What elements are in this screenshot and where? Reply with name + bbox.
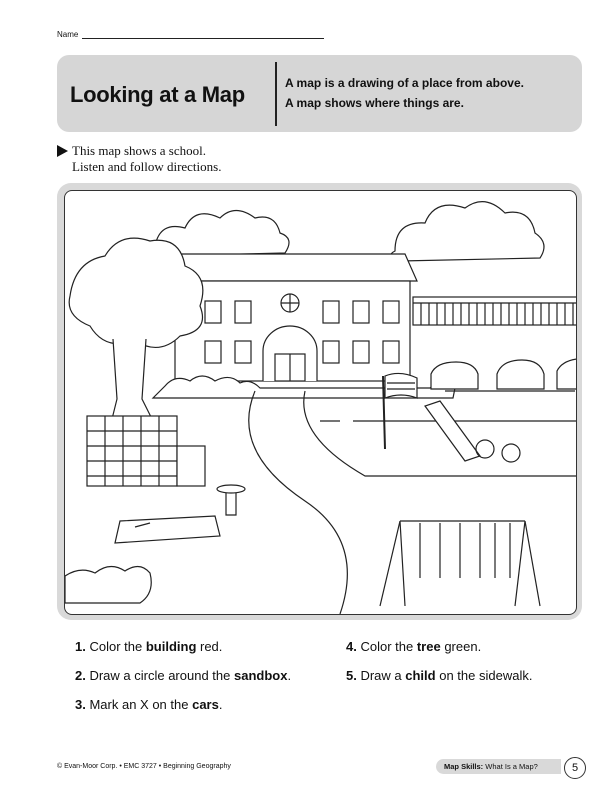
direction-keyword: building xyxy=(145,639,197,654)
direction-text: Color the xyxy=(360,639,417,654)
direction-text: Draw a circle around the xyxy=(89,668,234,683)
swing-set-icon xyxy=(380,521,540,606)
direction-keyword: cars xyxy=(192,697,219,712)
name-line[interactable] xyxy=(82,29,324,39)
flag-icon xyxy=(383,373,417,449)
direction-keyword: child xyxy=(405,668,436,683)
direction-5 xyxy=(346,668,532,683)
direction-number: 2. xyxy=(75,668,86,683)
direction-number: 3. xyxy=(75,697,86,712)
definition-line-1: A map is a drawing of a place from above. xyxy=(285,76,524,90)
footer-section-bold: Map Skills: xyxy=(444,762,484,771)
direction-text: on the sidewalk. xyxy=(435,668,533,683)
fence-icon xyxy=(413,297,576,325)
footer-copyright: © Evan-Moor Corp. • EMC 3727 • Beginning Geography xyxy=(57,763,231,770)
definition-line-2: A map shows where things are. xyxy=(285,96,464,110)
page-number: 5 xyxy=(564,757,586,779)
cars-icon xyxy=(431,359,576,389)
drinking-fountain-icon xyxy=(217,485,245,515)
sidewalk-icon xyxy=(249,391,576,614)
intro-line-2: Listen and follow directions. xyxy=(72,159,222,174)
bike-rack-icon xyxy=(425,401,520,462)
title-divider xyxy=(275,62,277,126)
direction-text: Draw a xyxy=(360,668,406,683)
footer-section-label xyxy=(444,762,538,771)
direction-text: Mark an X on the xyxy=(89,697,193,712)
name-field xyxy=(57,29,324,39)
jungle-gym-icon xyxy=(87,416,205,486)
page-title: Looking at a Map xyxy=(70,82,245,107)
bottom-bushes-icon xyxy=(65,566,151,603)
direction-number: 4. xyxy=(346,639,357,654)
intro-line-1: This map shows a school. xyxy=(72,143,206,158)
direction-number: 1. xyxy=(75,639,86,654)
school-scene-drawing xyxy=(65,191,576,614)
footer-section-rest: What Is a Map? xyxy=(483,762,538,771)
direction-2 xyxy=(75,668,291,683)
direction-1 xyxy=(75,639,222,654)
direction-text: green. xyxy=(440,639,482,654)
direction-4 xyxy=(346,639,481,654)
school-map-illustration xyxy=(64,190,577,615)
direction-keyword: tree xyxy=(416,639,441,654)
direction-text: . xyxy=(218,697,223,712)
sandbox-icon xyxy=(115,516,220,543)
direction-text: . xyxy=(287,668,292,683)
name-label: Name xyxy=(57,30,79,39)
direction-keyword: sandbox xyxy=(233,668,288,683)
direction-text: red. xyxy=(196,639,223,654)
cloud-right-icon xyxy=(391,202,544,261)
direction-number: 5. xyxy=(346,668,357,683)
direction-3 xyxy=(75,697,222,712)
play-arrow-icon xyxy=(57,145,68,157)
direction-text: Color the xyxy=(89,639,146,654)
